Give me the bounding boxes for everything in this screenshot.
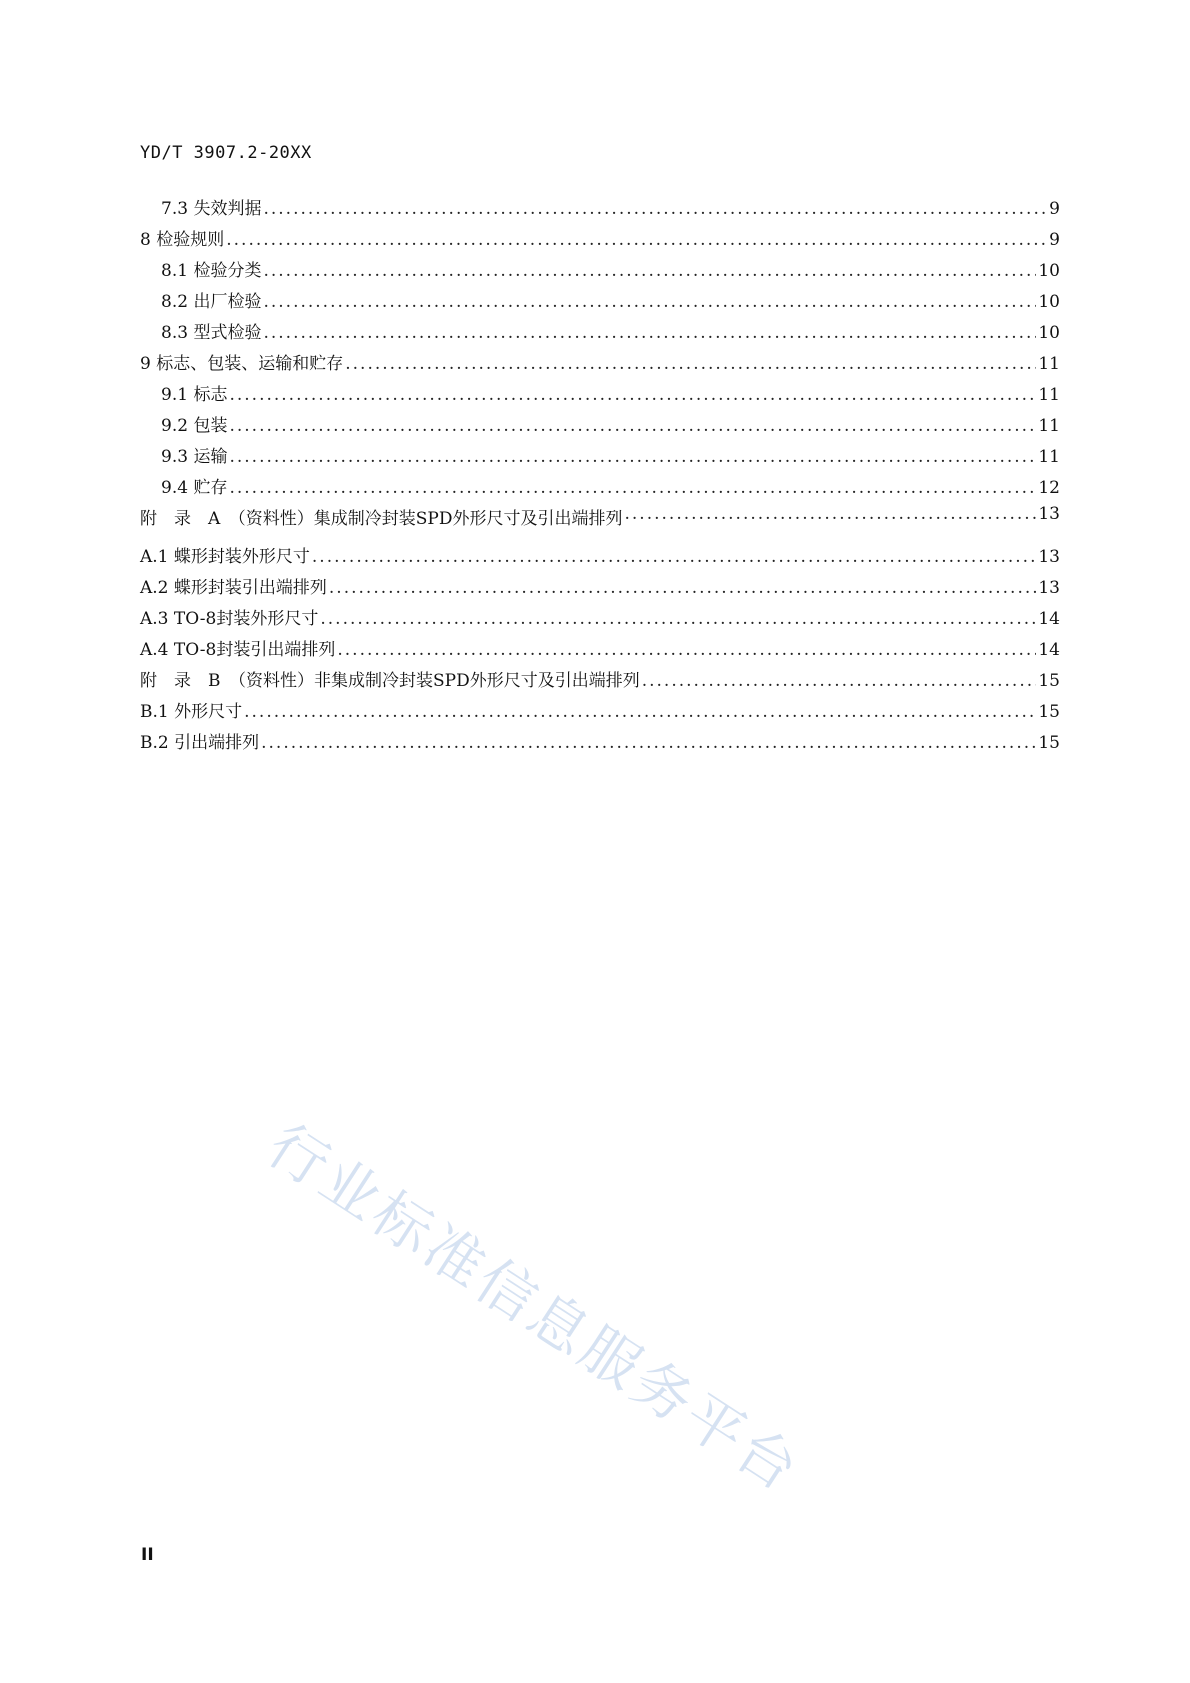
toc-entry-page: 15 [1038,671,1060,691]
toc-entry[interactable] [140,604,1060,635]
toc-entry-label: B.2 引出端排列 [140,733,260,753]
toc-entry-label: 8 检验规则 [140,230,225,250]
toc-entry-page: 11 [1038,354,1060,374]
toc-entry[interactable] [140,380,1060,411]
toc-entry-page: 10 [1038,261,1060,281]
toc-leader-dots [625,504,1037,524]
toc-leader-dots [226,230,1047,250]
toc-appendix-entry[interactable] [140,504,1060,542]
watermark: 行业标准信息服务平台 [255,1110,813,1506]
toc-leader-dots [345,354,1036,374]
toc-entry[interactable] [140,256,1060,287]
toc-leader-dots [244,702,1036,722]
toc-leader-dots [263,292,1036,312]
toc-entry-page: 10 [1038,323,1060,343]
toc-entry[interactable] [140,287,1060,318]
toc-leader-dots [229,385,1036,405]
toc-entry-page: 10 [1038,292,1060,312]
toc-entry-page: 9 [1049,199,1060,219]
toc-leader-dots [642,671,1037,691]
page-number: II [141,1545,154,1565]
toc-entry-label: 附 录 B （资料性）非集成制冷封装SPD外形尺寸及引出端排列 [140,671,640,691]
toc-entry-label: 8.3 型式检验 [161,323,262,343]
toc-entry-label: A.4 TO-8封装引出端排列 [140,640,336,660]
document-id: YD/T 3907.2-20XX [140,143,312,163]
toc-entry[interactable] [140,349,1060,380]
toc-entry[interactable] [140,573,1060,604]
toc-entry-page: 12 [1038,478,1060,498]
toc-entry-page: 15 [1038,702,1060,722]
toc-leader-dots [329,578,1036,598]
toc-entry-page: 11 [1038,416,1060,436]
toc-leader-dots [229,416,1036,436]
toc-leader-dots [263,323,1036,343]
toc-entry[interactable] [140,225,1060,256]
toc-leader-dots [229,478,1036,498]
toc-entry[interactable] [140,728,1060,759]
table-of-contents [140,194,1060,759]
toc-entry-label: A.1 蝶形封装外形尺寸 [140,547,310,567]
toc-entry-label: 8.2 出厂检验 [161,292,262,312]
toc-entry-page: 13 [1038,547,1060,567]
toc-entry-page: 9 [1049,230,1060,250]
toc-entry-label: B.1 外形尺寸 [140,702,243,722]
toc-entry-label: 9.1 标志 [161,385,228,405]
toc-leader-dots [337,640,1036,660]
toc-entry-label: A.2 蝶形封装引出端排列 [140,578,327,598]
toc-entry-page: 14 [1038,609,1060,629]
toc-entry-label: 9.3 运输 [161,447,228,467]
toc-entry[interactable] [140,473,1060,504]
toc-entry-label: A.3 TO-8封装外形尺寸 [140,609,319,629]
toc-entry-label: 附 录 A （资料性）集成制冷封装SPD外形尺寸及引出端排列 [140,509,623,529]
toc-entry-page: 11 [1038,385,1060,405]
toc-leader-dots [263,261,1036,281]
toc-entry[interactable] [140,318,1060,349]
toc-entry-label: 7.3 失效判据 [161,199,262,219]
toc-leader-dots [229,447,1036,467]
toc-leader-dots [312,547,1036,567]
toc-entry-page: 13 [1038,578,1060,598]
toc-entry-label: 9 标志、包装、运输和贮存 [140,354,344,374]
toc-entry[interactable] [140,194,1060,225]
toc-entry-label: 9.2 包装 [161,416,228,436]
toc-entry-page: 14 [1038,640,1060,660]
toc-entry[interactable] [140,635,1060,666]
toc-entry[interactable] [140,697,1060,728]
toc-appendix-entry[interactable] [140,666,1060,697]
toc-entry-label: 8.1 检验分类 [161,261,262,281]
toc-entry[interactable] [140,542,1060,573]
toc-entry[interactable] [140,411,1060,442]
toc-entry-page: 15 [1038,733,1060,753]
toc-leader-dots [263,199,1047,219]
toc-leader-dots [261,733,1036,753]
toc-leader-dots [320,609,1036,629]
toc-entry-page: 11 [1038,447,1060,467]
toc-entry[interactable] [140,442,1060,473]
toc-entry-label: 9.4 贮存 [161,478,228,498]
toc-entry-page: 13 [1038,504,1060,524]
